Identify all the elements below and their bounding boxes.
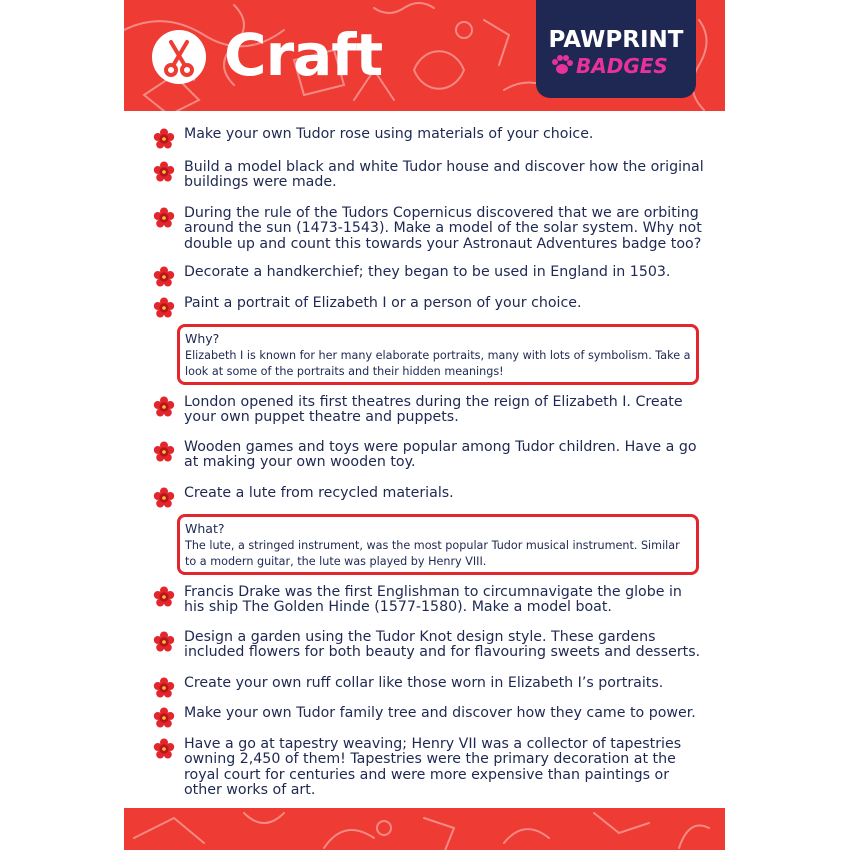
box-title: What? <box>185 521 225 536</box>
item-text: Wooden games and toys were popular among Tudor children. Have a go at making your own wooden toy. <box>184 439 697 471</box>
box-body: Elizabeth I is known for her many elaborate portraits, many with lots of symbolism. Take a look at some of the portraits and their hidden meanings! <box>185 349 691 378</box>
item-text: Create your own ruff collar like those worn in Elizabeth I’s portraits. <box>184 675 664 691</box>
item-text: Build a model black and white Tudor house and discover how the original buildings were made. <box>184 159 704 191</box>
item-text: Decorate a handkerchief; they began to be used in England in 1503. <box>184 264 671 280</box>
tudor-rose-icon <box>153 487 175 509</box>
footer-banner <box>124 808 725 850</box>
item-text: During the rule of the Tudors Copernicus discovered that we are orbiting around the sun (1473-1543). Make a model of the solar system. Why not double up and count this towards your Astronaut Adventures badge too? <box>184 205 702 252</box>
box-title: Why? <box>185 331 220 346</box>
tudor-rose-icon <box>153 161 175 183</box>
info-box-why <box>177 324 699 385</box>
info-box-what <box>177 514 699 575</box>
item-text: Paint a portrait of Elizabeth I or a person of your choice. <box>184 295 582 311</box>
box-body: The lute, a stringed instrument, was the most popular Tudor musical instrument. Similar to a modern guitar, the lute was played by Henry VIII. <box>185 539 680 568</box>
tudor-rose-icon <box>153 677 175 699</box>
tudor-rose-icon <box>153 297 175 319</box>
badge-page <box>124 0 725 850</box>
item-text: London opened its first theatres during the reign of Elizabeth I. Create your own puppet theatre and puppets. <box>184 394 683 426</box>
item-text: Francis Drake was the first Englishman to circumnavigate the globe in his ship The Golden Hinde (1577-1580). Make a model boat. <box>184 584 682 616</box>
item-text: Make your own Tudor rose using materials of your choice. <box>184 126 594 142</box>
item-text: Make your own Tudor family tree and discover how they came to power. <box>184 705 696 721</box>
tudor-rose-icon <box>153 631 175 653</box>
pawprint-badges-logo <box>536 0 696 98</box>
item-text: Design a garden using the Tudor Knot design style. These gardens included flowers for both beauty and for flavouring sweets and desserts. <box>184 629 701 661</box>
tudor-rose-icon <box>153 266 175 288</box>
tudor-rose-icon <box>153 396 175 418</box>
tudor-rose-icon <box>153 128 175 150</box>
brand-line1: PAWPRINT <box>548 27 684 53</box>
tudor-rose-icon <box>153 441 175 463</box>
tudor-rose-icon <box>153 586 175 608</box>
footer-doodle-pattern <box>124 808 725 850</box>
brand-line2: BADGES <box>576 54 668 78</box>
tudor-rose-icon <box>153 707 175 729</box>
scissors-icon <box>152 30 206 84</box>
header-banner <box>124 0 725 111</box>
item-text: Create a lute from recycled materials. <box>184 485 454 501</box>
item-text: Have a go at tapestry weaving; Henry VII was a collector of tapestries owning 2,450 of them! Tapestries were the primary decoration at the royal court for centuries and were more expensive than paintings or other works of art. <box>184 736 682 799</box>
tudor-rose-icon <box>153 738 175 760</box>
tudor-rose-icon <box>153 207 175 229</box>
page-title: Craft <box>224 21 383 89</box>
paw-icon <box>550 53 574 77</box>
